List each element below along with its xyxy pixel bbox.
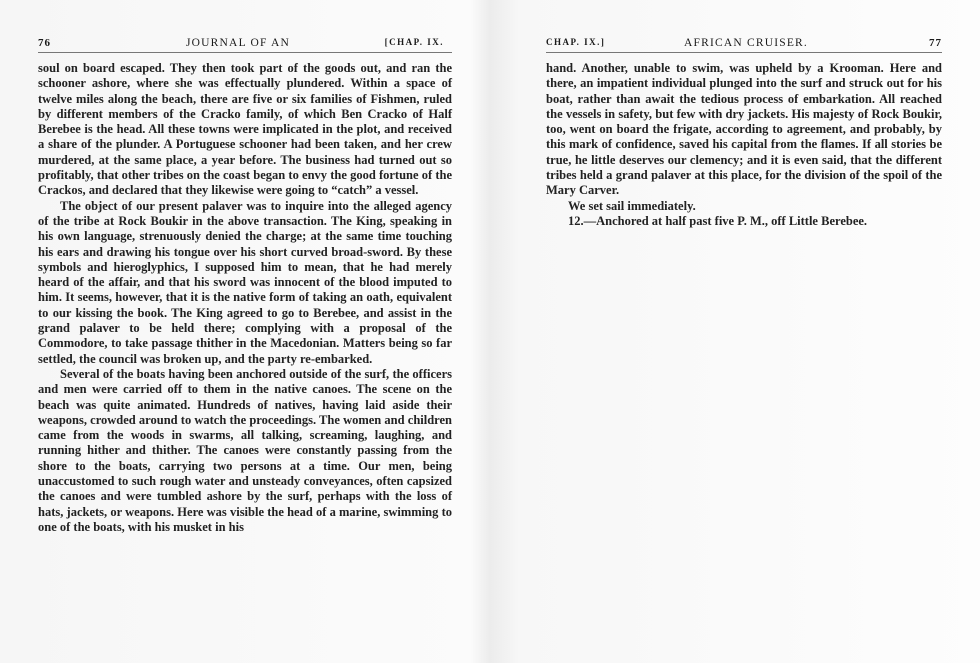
right-paragraph-3: 12.—Anchored at half past five P. M., off Little Berebee. (568, 213, 868, 228)
right-running-head (546, 34, 942, 53)
left-running-title: JOURNAL OF AN (186, 37, 290, 49)
left-page (38, 34, 452, 535)
right-paragraph-1: hand. Another, unable to swim, was upheld by a Krooman. Here and there, an impatient individual plunged into the surf and struck out for his boat, rather than await the tedious process of embarkation. All reached the vessels in safety, but few with dry jackets. His majesty of Rock Boukir, too, went on board the frigate, according to agreement, and probably, by this mark of confidence, saved his capital from the flames. If all stories be true, he little deserves our clemency; and it is even said, that the different tribes held a grand palaver at this place, for the division of the spoil of the Mary Carver. (546, 61, 942, 198)
left-running-head (38, 34, 452, 53)
left-paragraph-1: soul on board escaped. They then took part of the goods out, and ran the schooner ashore, where she was effectually plundered. Within a space of twelve miles along the beach, there are five or six families of Fishmen, ruled by different members of the Cracko family, of which Ben Cracko of Half Berebee is the head. All these towns were implicated in the plot, and received a share of the plunder. A Portuguese schooner had been taken, and her crew murdered, at the same place, a year before. The business had turned out so profitably, that other tribes on the coast began to envy the good fortune of the Crackos, and declared that they likewise were going to “catch” a vessel. (38, 61, 452, 198)
left-body-text (38, 61, 452, 535)
left-paragraph-2: The object of our present palaver was to inquire into the alleged agency of the tribe at Rock Boukir in the above transaction. The King, speaking in his own language, strenuously denied the charge; at the same time touching his ears and drawing his tongue over his short curved broad-sword. By these symbols and hieroglyphics, I supposed him to mean, that he had merely heard of the affair, and that his sword was innocent of the blood imputed to him. It seems, however, that it is the native form of taking an oath, equivalent to our kissing the book. The King agreed to go to Berebee, and assist in the grand palaver to be held there; complying with a proposal of the Commodore, to take passage thither in the Macedonian. Matters being so far settled, the council was broken up, and the party re-embarked. (38, 198, 452, 366)
right-page-number: 77 (929, 37, 942, 49)
right-paragraph-2: We set sail immediately. (568, 198, 696, 213)
right-body-text (546, 61, 942, 229)
right-running-title: AFRICAN CRUISER. (684, 37, 808, 49)
right-page (546, 34, 942, 229)
left-paragraph-3: Several of the boats having been anchored outside of the surf, the officers and men were carried off to them in the native canoes. The scene on the beach was quite animated. Hundreds of natives, having laid aside their weapons, crowded around to watch the proceedings. The women and children came from the woods in swarms, all talking, screaming, laughing, and running hither and thither. The canoes were constantly passing from the shore to the boats, carrying two persons at a time. Our men, being unaccustomed to such rough water and unsteady conveyances, often capsized the canoes and were tumbled ashore by the surf, perhaps with the loss of hats, jackets, or weapons. Here was visible the head of a marine, swimming to one of the boats, with his musket in his (38, 366, 452, 534)
left-page-number: 76 (38, 37, 51, 49)
left-chapter-label: [CHAP. IX. (384, 37, 444, 47)
right-chapter-label: CHAP. IX.] (546, 37, 606, 47)
